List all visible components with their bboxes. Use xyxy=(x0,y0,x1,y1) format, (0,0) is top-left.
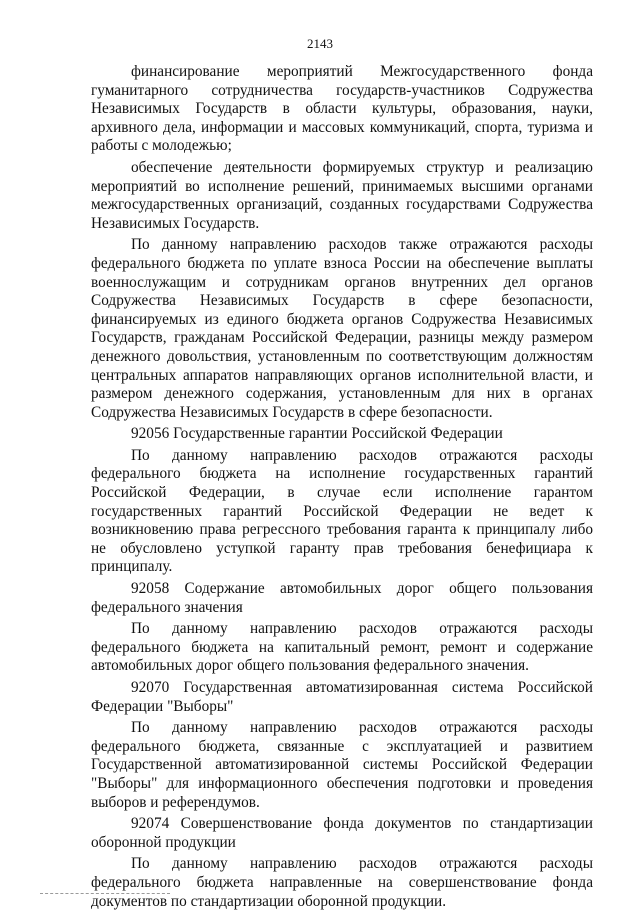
paragraph-92070: По данному направлению расходов отражаются расходы федерального бюджета, связанные с эксплуатацией и развитием Государственной автоматизированной системы Российской Федерации "Выборы" для информационного обеспечения подготовки и проведения выборов и референдумов. xyxy=(91,719,593,811)
paragraph-security-payments: По данному направлению расходов также отражаются расходы федерального бюджета по уплате взноса России на обеспечение выплаты военнослужащим и сотрудникам органов внутренних дел органов Содружества Независимых Государств в сфере безопасности, финансируемых из единого бюджета органов Содружества Независимых Государств, гражданам Российской Федерации, разницы между размером денежного довольствия, установленным по соответствующим должностям центральных аппаратов направляющих органов исполнительной власти, и размером денежного содержания, установленным для них в органах Содружества Независимых Государств в сфере безопасности. xyxy=(91,236,593,421)
paragraph-92074: По данному направлению расходов отражаются расходы федерального бюджета направленные на совершенствование фонда документов по стандартизации оборонной продукции. xyxy=(91,855,593,910)
heading-92070: 92070 Государственная автоматизированная система Российской Федерации "Выборы" xyxy=(91,679,593,715)
paragraph-structures-support: обеспечение деятельности формируемых структур и реализацию мероприятий во исполнение решений, принимаемых высшими органами межгосударственных организаций, созданных государствами Содружества Независимых Государств. xyxy=(91,158,593,232)
paragraph-92056: По данному направлению расходов отражаются расходы федерального бюджета на исполнение государственных гарантий Российской Федерации, в случае если исполнение гарантом государственных гарантий Российской Федерации не ведет к возникновению права регрессного требования гаранта к принципалу либо не обусловлено уступкой гаранту прав требования бенефициара к принципалу. xyxy=(91,446,593,576)
page-number: 2143 xyxy=(307,36,333,51)
paragraph-92058: По данному направлению расходов отражаются расходы федерального бюджета на капитальный ремонт, ремонт и содержание автомобильных дорог общего пользования федерального значения. xyxy=(91,620,593,675)
paragraph-fund-financing: финансирование мероприятий Межгосударственного фонда гуманитарного сотрудничества государств-участников Содружества Независимых Государств в области культуры, образования, науки, архивного дела, информации и массовых коммуникаций, спорта, туризма и работы с молодежью; xyxy=(91,63,593,155)
scan-edge-mark xyxy=(40,893,170,895)
heading-92074: 92074 Совершенствование фонда документов по стандартизации оборонной продукции xyxy=(91,815,593,851)
document-body xyxy=(91,63,593,914)
heading-92058: 92058 Содержание автомобильных дорог общего пользования федерального значения xyxy=(91,580,593,616)
heading-92056: 92056 Государственные гарантии Российской Федерации xyxy=(131,425,503,443)
